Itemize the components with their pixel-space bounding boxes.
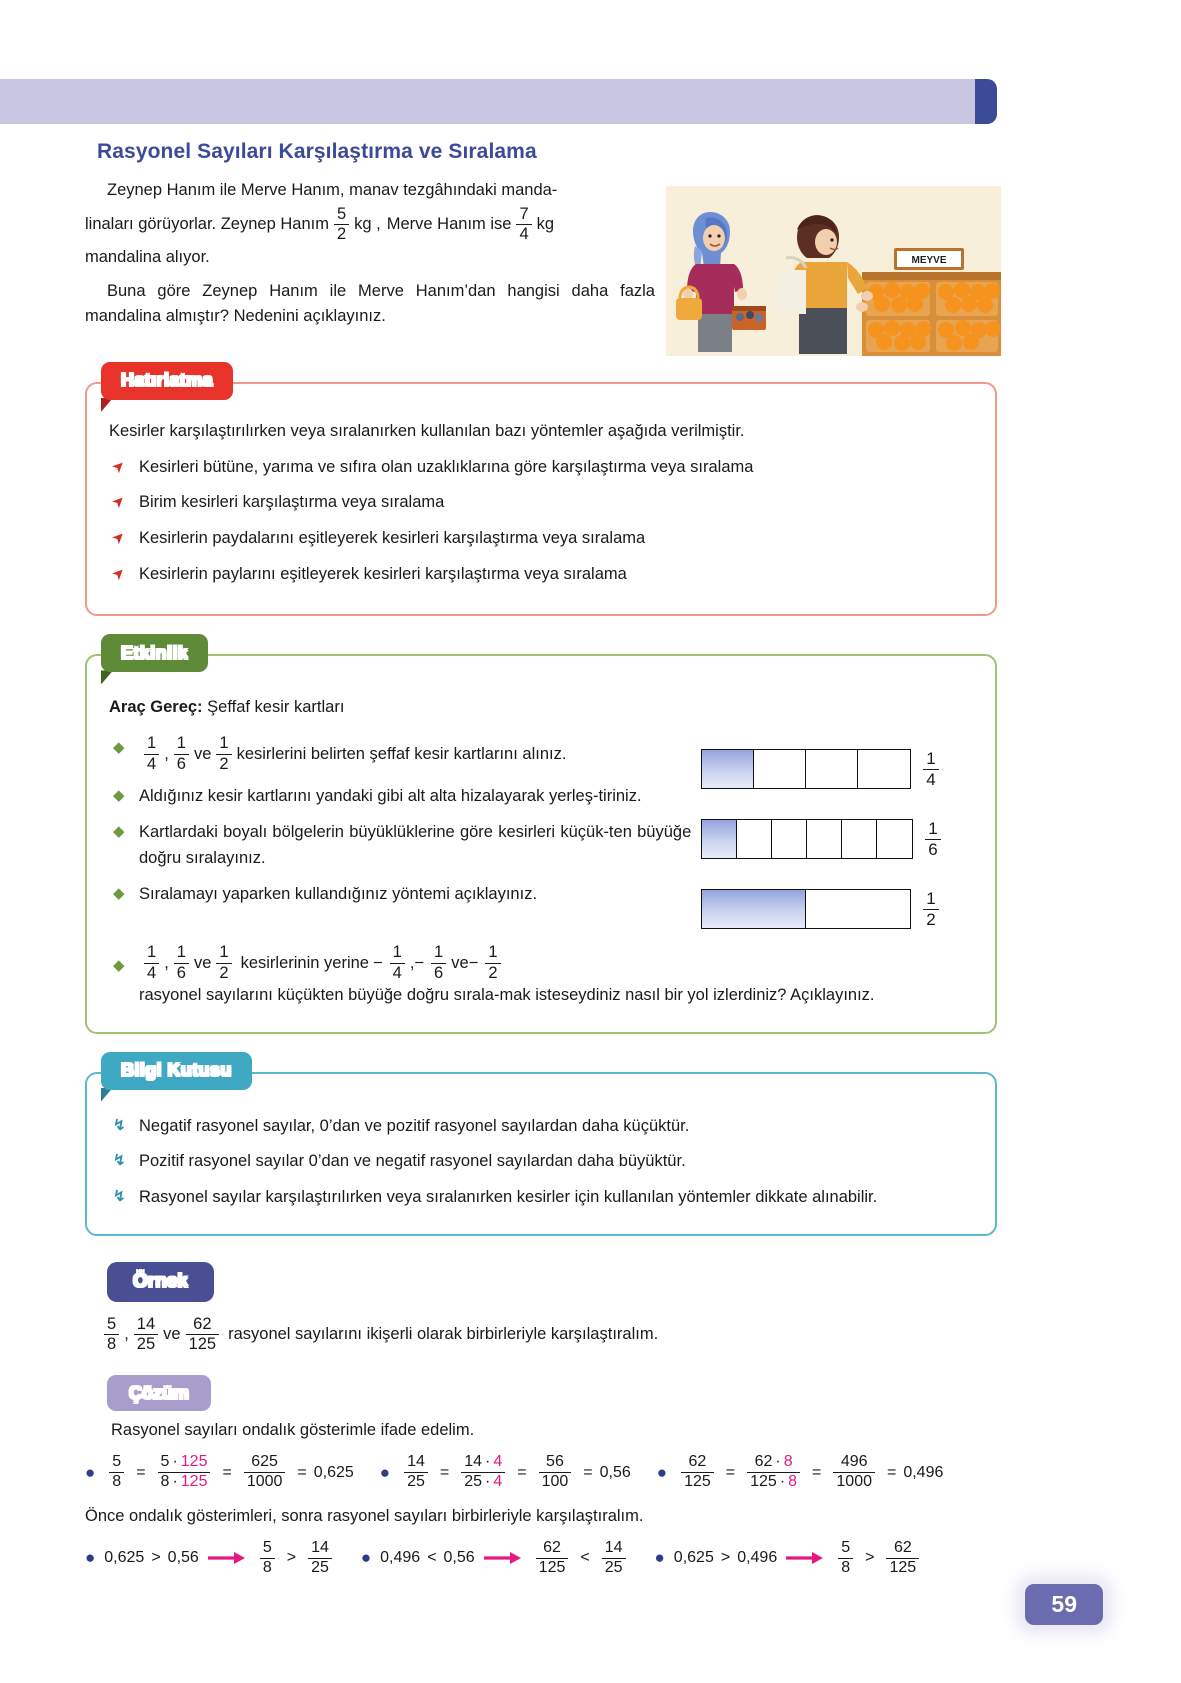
equals-sign: = xyxy=(297,1463,307,1481)
cozum-mid-line: Önce ondalık gösterimleri, sonra rasyonel sayıları birbirleriyle karşılaştıralım. xyxy=(85,1506,644,1525)
decimal-result: 0,56 xyxy=(599,1463,631,1481)
ornek-statement xyxy=(99,1316,997,1354)
ornek-tab: Örnek xyxy=(107,1262,214,1302)
sep-comma: , xyxy=(124,1325,129,1343)
intro-line-3: Merve Hanım ise xyxy=(386,214,512,233)
intro-text xyxy=(85,178,655,330)
sep-comma: , xyxy=(164,744,169,763)
conj-ve: ve xyxy=(163,1325,181,1343)
sep-comma: , xyxy=(164,953,169,972)
relation-op: < xyxy=(580,1549,590,1567)
intro-line-2: linaları görüyorlar. Zeynep Hanım xyxy=(85,214,329,233)
hook-bullet-icon: ↯ xyxy=(113,1152,126,1170)
fraction-a: $\frac{62}{125}$ xyxy=(681,1454,714,1491)
neg-fraction-1-4: − $\frac{1}{4}$ xyxy=(373,944,410,982)
fraction-right: $\frac{14}{25}$ xyxy=(308,1540,332,1577)
list-item xyxy=(109,561,973,588)
list-item xyxy=(109,1148,973,1175)
bullet-dot-icon: ● xyxy=(85,1548,96,1568)
etkinlik-tab: Etkinlik xyxy=(101,634,208,672)
fraction-7-4: $\frac{7}{4}$ xyxy=(516,206,531,244)
calc-5-8 xyxy=(85,1454,354,1491)
comparison-3 xyxy=(655,1540,925,1577)
fraction-bar-sixth xyxy=(701,819,973,859)
meyve-sign-text: MEYVE xyxy=(911,255,947,266)
equals-sign: = xyxy=(136,1463,146,1481)
implies-arrow-icon xyxy=(484,1551,522,1565)
fraction-left: $\frac{5}{8}$ xyxy=(260,1540,275,1577)
hatirlatma-item-text: Kesirlerin paylarını eşitleyerek kesirleri karşılaştırma veya sıralama xyxy=(139,564,627,583)
comparison-2 xyxy=(361,1540,631,1577)
arrow-bullet-icon: ➤ xyxy=(108,527,130,549)
relation-op: > xyxy=(151,1549,161,1567)
diamond-bullet-icon: ◆ xyxy=(113,739,125,757)
diamond-bullet-icon: ◆ xyxy=(113,957,125,975)
hatirlatma-lead: Kesirler karşılaştırılırken veya sıralanırken kullanılan bazı yöntemler aşağıda verilmiştir. xyxy=(109,421,745,440)
fraction-result: $\frac{56}{100}$ xyxy=(539,1454,572,1491)
page-content xyxy=(85,140,997,1577)
decimal-right: 0,56 xyxy=(167,1549,199,1567)
bullet-dot-icon: ● xyxy=(379,1462,391,1482)
implies-arrow-icon xyxy=(786,1551,824,1565)
hook-bullet-icon: ↯ xyxy=(113,1187,126,1205)
fraction-1-4: $\frac{1}{4}$ xyxy=(144,735,159,773)
list-item xyxy=(109,735,691,773)
decimal-right: 0,56 xyxy=(443,1549,475,1567)
arac-gerec-label: Araç Gereç: xyxy=(109,698,203,717)
fraction-result: $\frac{625}{1000}$ xyxy=(244,1454,286,1491)
bullet-dot-icon: ● xyxy=(85,1462,96,1482)
bilgi-kutusu-box xyxy=(85,1060,997,1236)
bullet-dot-icon: ● xyxy=(656,1462,668,1482)
list-item xyxy=(109,454,973,481)
decimal-left: 0,625 xyxy=(673,1549,714,1567)
hatirlatma-item-text: Birim kesirleri karşılaştırma veya sıralama xyxy=(139,493,445,512)
bullet-dot-icon: ● xyxy=(654,1548,665,1568)
arac-gerec-value: Şeffaf kesir kartları xyxy=(207,698,345,717)
bar-label-1-6: $\frac{1}{6}$ xyxy=(925,820,940,859)
fraction-14-25: $\frac{14}{25}$ xyxy=(134,1316,158,1354)
fraction-1-4: $\frac{1}{4}$ xyxy=(144,944,159,982)
decimal-result: 0,496 xyxy=(903,1463,944,1481)
bar-label-1-4: $\frac{1}{4}$ xyxy=(923,750,938,789)
etkinlik-list-last xyxy=(109,944,973,1008)
list-item xyxy=(109,525,973,552)
fraction-5-8: $\frac{5}{8}$ xyxy=(104,1316,119,1354)
etkinlik-item5-tail: rasyonel sayılarını küçükten büyüğe doğru sırala-mak isteseydiniz nasıl bir yol izlerdiniz? Açıklayınız. xyxy=(139,985,875,1004)
decimal-left: 0,625 xyxy=(104,1549,145,1567)
relation-op: > xyxy=(720,1549,731,1567)
fraction-1-6: $\frac{1}{6}$ xyxy=(174,735,189,773)
etkinlik-item1-tail: kesirlerini belirten şeffaf kesir kartlarını alınız. xyxy=(236,744,567,763)
fraction-expanded: $\frac{62 \cdot 8}{125 \cdot 8}$ xyxy=(747,1454,800,1491)
conj-ve: ve xyxy=(451,953,469,972)
fraction-bars-diagram xyxy=(701,725,973,935)
relation-op: < xyxy=(427,1549,437,1567)
page-title: Rasyonel Sayıları Karşılaştırma ve Sıralama xyxy=(97,140,537,163)
hatirlatma-box xyxy=(85,370,997,617)
fraction-1-6: $\frac{1}{6}$ xyxy=(174,944,189,982)
intro-section xyxy=(85,178,997,346)
calc-14-25 xyxy=(380,1454,631,1491)
arrow-bullet-icon: ➤ xyxy=(108,491,130,513)
calculation-row xyxy=(85,1454,997,1491)
implies-arrow-icon xyxy=(208,1551,246,1565)
etkinlik-item4-text: Sıralamayı yaparken kullandığınız yöntemi açıklayınız. xyxy=(139,884,538,903)
etkinlik-box xyxy=(85,642,997,1033)
fraction-5-2: $\frac{5}{2}$ xyxy=(334,206,349,244)
etkinlik-item3-text: Kartlardaki boyalı bölgelerin büyüklüklerine göre kesirleri küçük-ten büyüğe doğru sıralayınız. xyxy=(139,822,692,868)
arrow-bullet-icon: ➤ xyxy=(108,455,130,477)
intro-question: Buna göre Zeynep Hanım ile Merve Hanım’dan hangisi daha fazla mandalina almıştır? Nedenini açıklayınız. xyxy=(85,281,655,326)
equals-sign: = xyxy=(517,1463,527,1481)
fraction-left: $\frac{5}{8}$ xyxy=(838,1540,853,1577)
list-item xyxy=(109,881,691,908)
list-item xyxy=(109,1184,973,1211)
hook-bullet-icon: ↯ xyxy=(113,1116,126,1134)
diamond-bullet-icon: ◆ xyxy=(113,786,125,804)
bilgi-kutusu-tab: Bilgi Kutusu xyxy=(101,1052,252,1090)
fraction-a: $\frac{14}{25}$ xyxy=(404,1454,428,1491)
etkinlik-item2-text: Aldığınız kesir kartlarını yandaki gibi alt alta hizalayarak yerleş-tiriniz. xyxy=(139,786,642,805)
neg-fraction-1-6: − $\frac{1}{6}$ xyxy=(414,944,451,982)
intro-line-4: mandalina alıyor. xyxy=(85,248,210,267)
fraction-expanded: $\frac{5 \cdot 125}{8 \cdot 125}$ xyxy=(158,1454,211,1491)
list-item xyxy=(109,489,973,516)
unit-kg-2: kg xyxy=(536,214,555,233)
list-item xyxy=(109,944,973,1008)
fraction-left: $\frac{62}{125}$ xyxy=(536,1540,569,1577)
hatirlatma-item-text: Kesirleri bütüne, yarıma ve sıfıra olan uzaklıklarına göre karşılaştırma veya sıralama xyxy=(139,457,754,476)
arrow-bullet-icon: ➤ xyxy=(108,562,130,584)
hatirlatma-list xyxy=(109,454,973,588)
etkinlik-item5-mid: kesirlerinin yerine xyxy=(240,953,369,972)
equals-sign: = xyxy=(439,1463,450,1481)
page-number-badge: 59 xyxy=(1025,1584,1103,1625)
equals-sign: = xyxy=(222,1463,232,1481)
decimal-right: 0,496 xyxy=(737,1549,778,1567)
bullet-dot-icon: ● xyxy=(360,1548,372,1568)
list-item xyxy=(109,783,691,810)
cozum-section xyxy=(85,1375,997,1576)
fraction-1-2: $\frac{1}{2}$ xyxy=(216,735,231,773)
diamond-bullet-icon: ◆ xyxy=(113,884,125,902)
relation-op: > xyxy=(286,1549,297,1567)
bilgi-item-text: Pozitif rasyonel sayılar 0’dan ve negatif rasyonel sayılardan daha büyüktür. xyxy=(139,1152,686,1171)
comparison-row xyxy=(85,1540,997,1577)
fraction-bar-quarter xyxy=(701,749,973,789)
decimal-result: 0,625 xyxy=(313,1463,354,1481)
fraction-bar-half xyxy=(701,889,973,929)
ornek-section xyxy=(85,1262,997,1354)
fraction-1-2: $\frac{1}{2}$ xyxy=(216,944,231,982)
bilgi-list xyxy=(109,1113,973,1211)
fraction-right: $\frac{62}{125}$ xyxy=(886,1540,919,1577)
etkinlik-list xyxy=(109,735,691,908)
fraction-62-125: $\frac{62}{125}$ xyxy=(186,1316,220,1354)
fraction-result: $\frac{496}{1000}$ xyxy=(833,1454,875,1491)
neg-fraction-1-2: − $\frac{1}{2}$ xyxy=(469,944,506,982)
page-header-cap xyxy=(975,79,997,124)
hatirlatma-item-text: Kesirlerin paydalarını eşitleyerek kesirleri karşılaştırma veya sıralama xyxy=(139,529,646,548)
conj-ve: ve xyxy=(193,744,212,763)
sep-comma: , xyxy=(409,953,415,972)
equals-sign: = xyxy=(812,1463,822,1481)
decimal-left: 0,496 xyxy=(380,1549,421,1567)
relation-op: > xyxy=(865,1549,875,1567)
grocery-illustration xyxy=(666,186,1001,356)
list-item xyxy=(109,819,691,872)
equals-sign: = xyxy=(725,1463,736,1481)
fraction-expanded: $\frac{14 \cdot 4}{25 \cdot 4}$ xyxy=(461,1454,505,1491)
diamond-bullet-icon: ◆ xyxy=(113,822,125,840)
hatirlatma-tab: Hatırlatma xyxy=(101,362,233,400)
comparison-1 xyxy=(85,1540,337,1577)
equals-sign: = xyxy=(886,1463,897,1481)
conj-ve: ve xyxy=(193,953,212,972)
calc-62-125 xyxy=(657,1454,944,1491)
unit-kg-1: kg , xyxy=(354,214,381,233)
intro-line-1: Zeynep Hanım ile Merve Hanım, manav tezgâhındaki manda- xyxy=(107,181,558,199)
ornek-tail: rasyonel sayılarını ikişerli olarak birbirleriyle karşılaştıralım. xyxy=(228,1325,659,1343)
list-item xyxy=(109,1113,973,1140)
bilgi-item-text: Rasyonel sayılar karşılaştırılırken veya sıralanırken kesirler için kullanılan yöntemler dikkate alınabilir. xyxy=(139,1187,878,1206)
cozum-lead: Rasyonel sayıları ondalık gösterimle ifade edelim. xyxy=(111,1421,475,1440)
fraction-a: $\frac{5}{8}$ xyxy=(109,1454,124,1491)
cozum-tab: Çözüm xyxy=(107,1375,211,1411)
equals-sign: = xyxy=(583,1463,593,1481)
fraction-right: $\frac{14}{25}$ xyxy=(602,1540,626,1577)
bilgi-item-text: Negatif rasyonel sayılar, 0’dan ve pozitif rasyonel sayılardan daha küçüktür. xyxy=(139,1116,690,1135)
bar-label-1-2: $\frac{1}{2}$ xyxy=(923,890,938,929)
page-header-band xyxy=(0,79,985,124)
